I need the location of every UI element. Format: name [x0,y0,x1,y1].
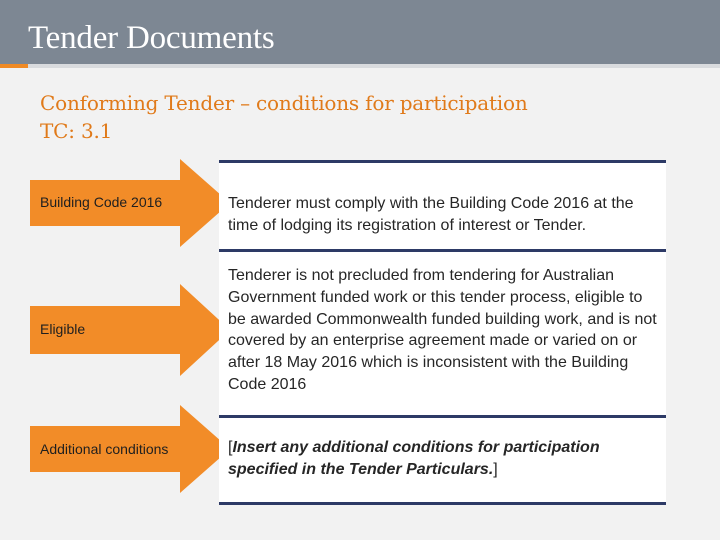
arrow-label: Additional conditions [40,441,169,457]
page-title: Tender Documents [28,20,275,56]
arrow-shape [30,405,233,493]
title-underline [28,64,720,68]
table-bottom-rule [219,502,666,505]
bracket-close: ] [493,460,498,478]
title-bar [0,0,720,64]
subtitle-line-1: Conforming Tender – conditions for participation [40,91,528,115]
subtitle-line-2: TC: 3.1 [40,119,113,143]
arrow-shape [30,284,230,376]
condition-text [219,415,666,503]
bracket-open: [ [228,439,233,456]
condition-text: Tenderer is not precluded from tendering for Australian Government funded work or this tender process, eligible to be awarded Commonwealth funded building work, and is not covered by an enterprise agreement made or varied on or after 18 May 2016 which is inconsistent with the Building Code 2016 [219,249,666,415]
slide-subtitle [40,89,700,145]
arrow-label: Eligible [40,321,86,337]
arrow-shape [30,159,230,247]
condition-text: Tenderer must comply with the Building Code 2016 at the time of lodging its registration of interest or Tender. [219,160,666,249]
title-accent [0,64,28,68]
placeholder-text: Insert any additional conditions for participation specified in the Tender Particulars. [228,439,600,478]
arrow-label: Building Code 2016 [40,194,163,210]
